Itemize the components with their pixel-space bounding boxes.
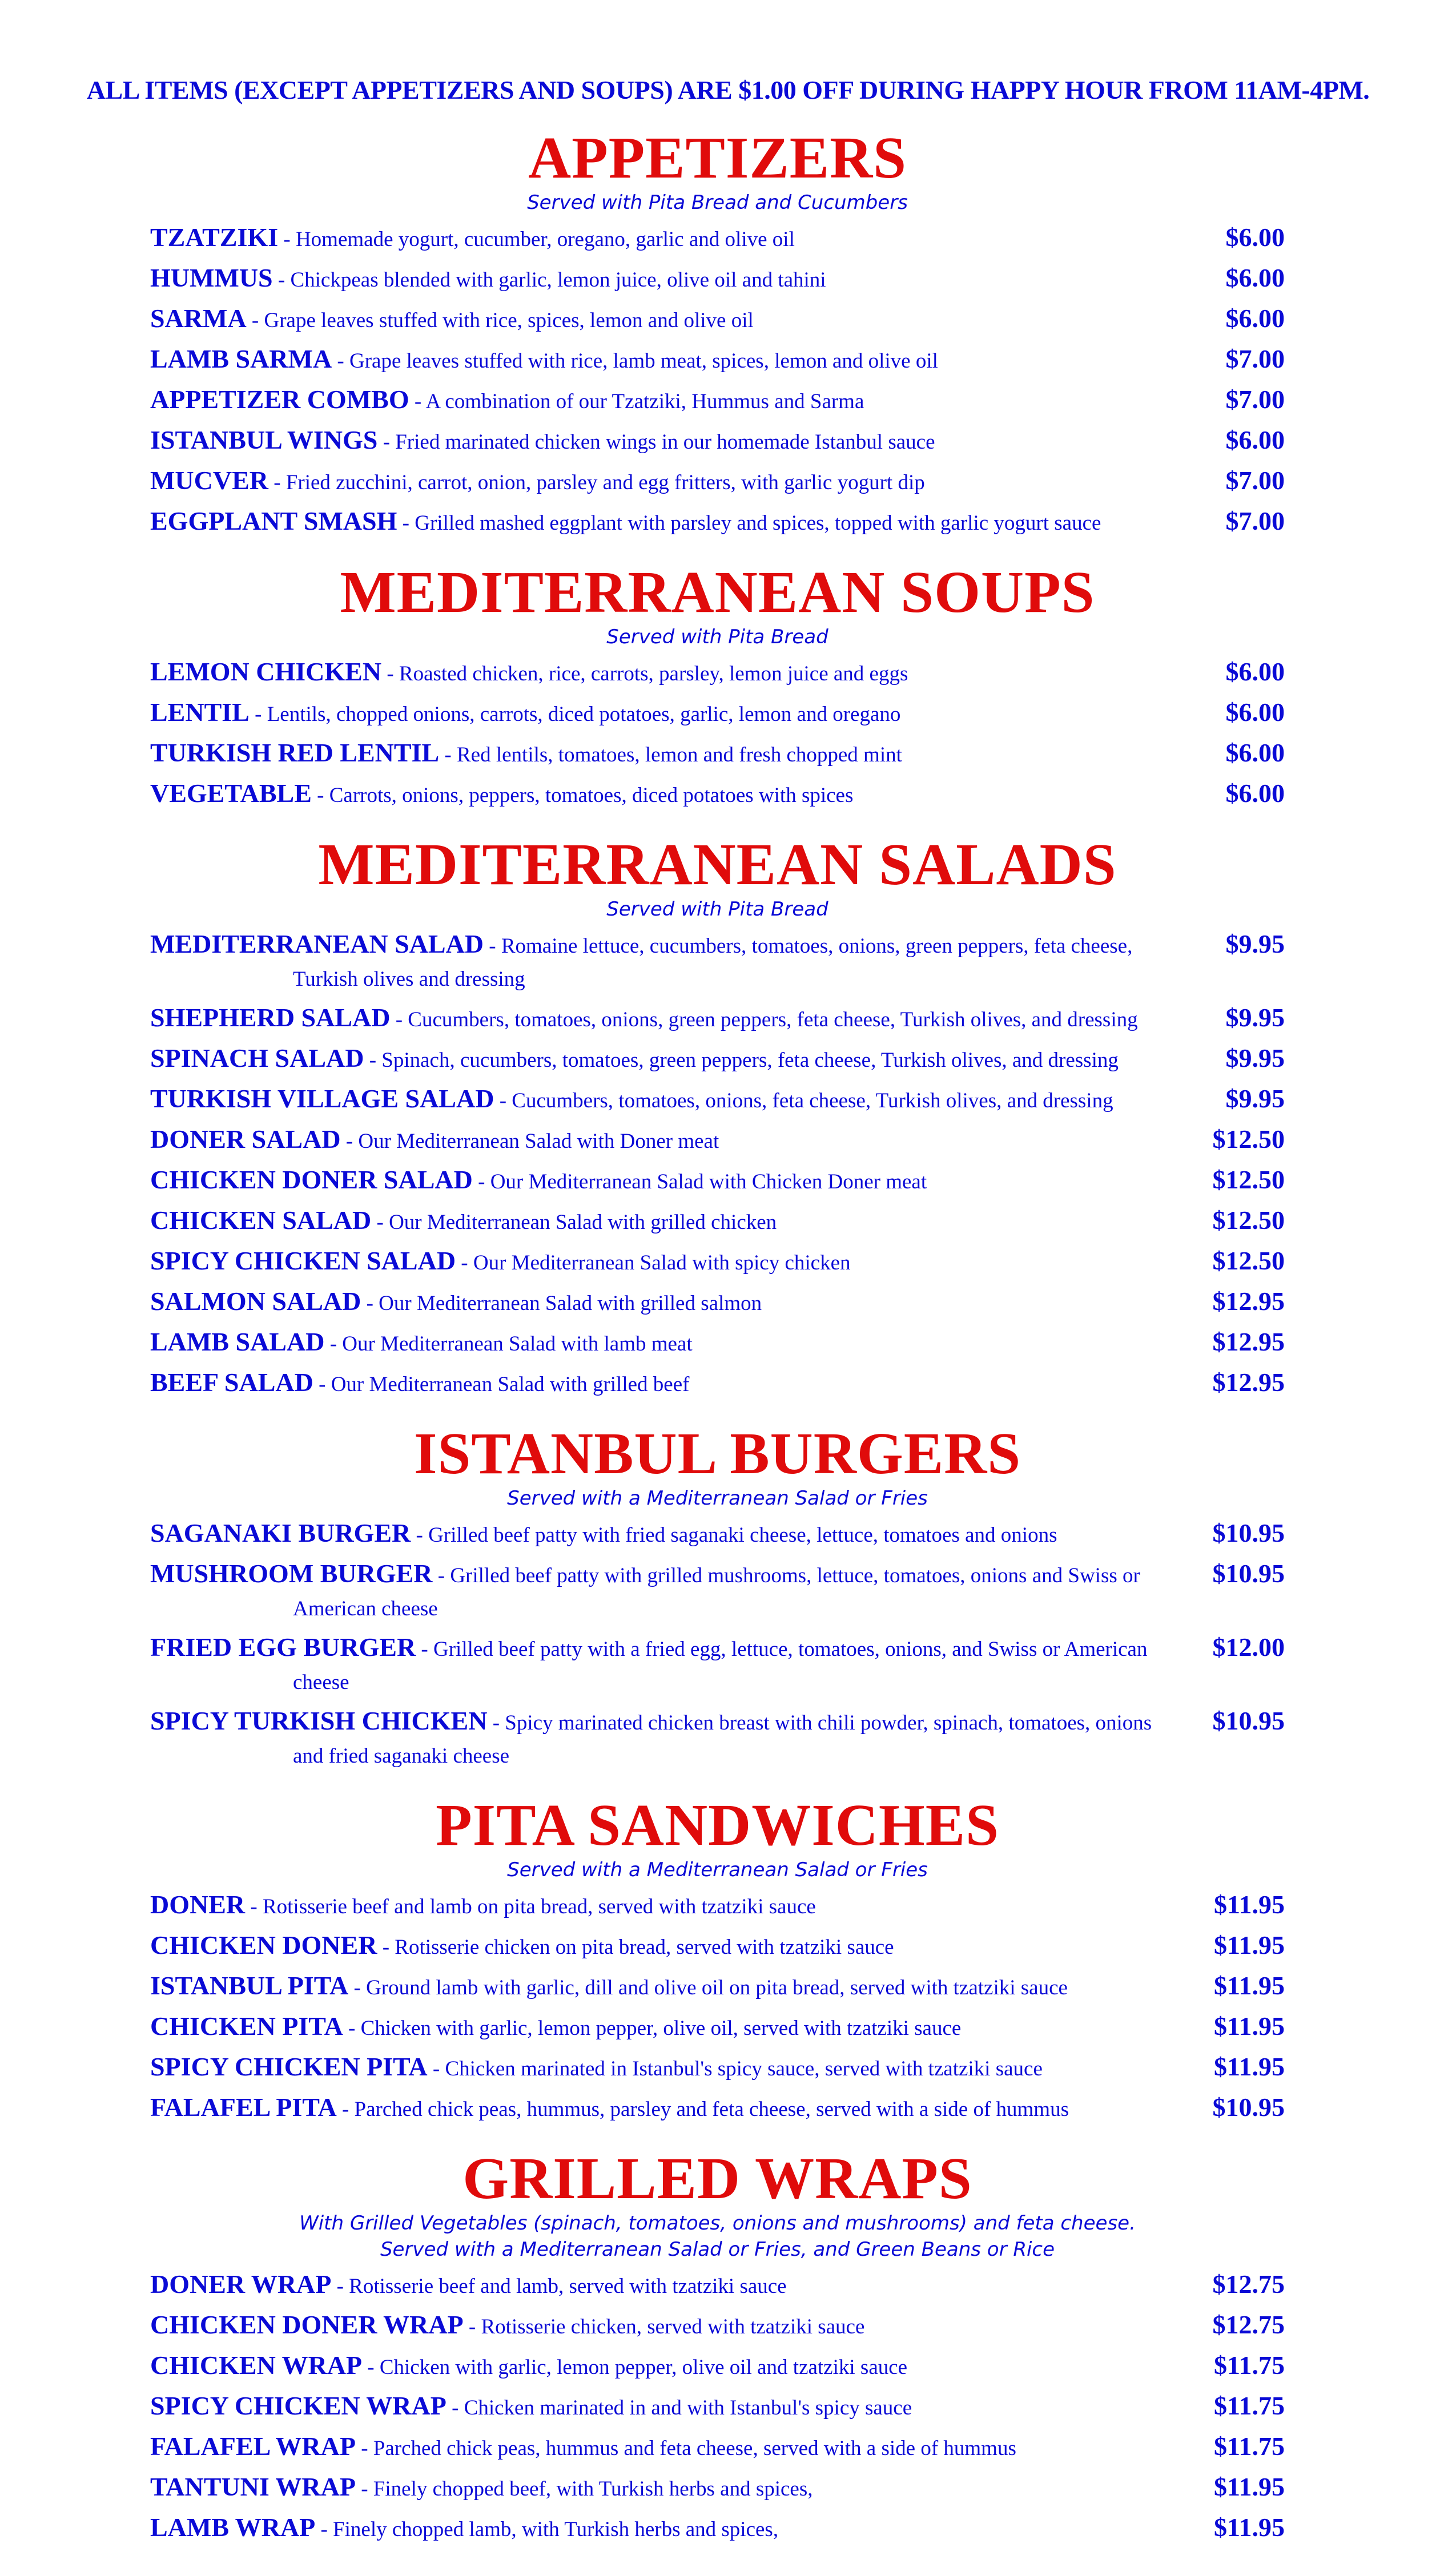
menu-item-text	[150, 1246, 1167, 1281]
menu-item	[150, 1246, 1285, 1281]
item-name: CHICKEN WRAP	[150, 2351, 363, 2380]
menu-item	[150, 1559, 1285, 1627]
item-price: $10.95	[1212, 1518, 1285, 1547]
menu-item-text	[150, 2310, 1167, 2345]
menu-item-text	[150, 1165, 1167, 1200]
item-name: CHICKEN SALAD	[150, 1206, 372, 1235]
section-title: ISTANBUL BURGERS	[413, 1421, 1021, 1486]
menu-item	[150, 1003, 1285, 1038]
menu-item	[150, 263, 1285, 299]
item-price: $10.95	[1212, 1706, 1285, 1735]
item-description: Chicken marinated in Istanbul's spicy sauce, served with tzatziki sauce	[445, 2057, 1043, 2081]
item-description: Chicken with garlic, lemon pepper, olive oil, served with tzatziki sauce	[360, 2017, 962, 2040]
item-description: Spicy marinated chicken breast with chili powder, spinach, tomatoes, onions and fried saganaki cheese	[293, 1711, 1152, 1768]
menu-item-text	[150, 1518, 1167, 1554]
item-name: SHEPHERD SALAD	[150, 1003, 391, 1032]
item-separator: -	[313, 1373, 331, 1396]
menu-item-text	[150, 738, 1167, 773]
item-name: HUMMUS	[150, 263, 273, 292]
item-description: Our Mediterranean Salad with spicy chicken	[473, 1251, 851, 1275]
menu-item-text	[150, 2093, 1167, 2128]
item-price: $12.50	[1212, 1206, 1285, 1235]
item-list	[150, 1518, 1285, 1775]
item-name: LENTIL	[150, 698, 250, 727]
menu-item-text	[150, 304, 1167, 339]
menu-item-text	[150, 1124, 1167, 1160]
item-separator: -	[246, 309, 264, 332]
item-name: CHICKEN DONER SALAD	[150, 1165, 473, 1194]
item-name: APPETIZER COMBO	[150, 385, 409, 414]
item-name: BEEF SALAD	[150, 1368, 313, 1397]
menu-item	[150, 929, 1285, 998]
item-name: FALAFEL PITA	[150, 2093, 337, 2122]
section-title: PITA SANDWICHES	[436, 1792, 999, 1858]
menu-item	[150, 2513, 1285, 2548]
menu-item	[150, 1327, 1285, 1362]
item-list	[150, 929, 1285, 1403]
section-title: MEDITERRANEAN SALADS	[318, 832, 1117, 897]
item-price: $12.95	[1212, 1368, 1285, 1397]
menu-item-text	[150, 1632, 1167, 1701]
menu-item	[150, 1287, 1285, 1322]
item-description: Fried marinated chicken wings in our homemade Istanbul sauce	[395, 430, 935, 454]
item-separator: -	[377, 1936, 395, 1959]
section-subtitle: Served with Pita Bread and Cucumbers	[527, 191, 908, 214]
item-name: LAMB WRAP	[150, 2513, 316, 2542]
menu-item-text	[150, 1327, 1167, 1362]
item-name: SPICY CHICKEN SALAD	[150, 1246, 456, 1275]
item-price: $12.95	[1212, 1327, 1285, 1356]
item-name: MEDITERRANEAN SALAD	[150, 929, 484, 958]
section-subtitle: With Grilled Vegetables (spinach, tomatoes, onions and mushrooms) and feta cheese.	[299, 2212, 1136, 2235]
item-separator: -	[361, 1292, 379, 1315]
menu-section-mediterranean-salads	[150, 833, 1285, 1403]
menu-item-text	[150, 1890, 1167, 1925]
menu-item	[150, 1518, 1285, 1554]
item-description: Roasted chicken, rice, carrots, parsley, lemon juice and eggs	[399, 662, 908, 686]
item-name: SPICY TURKISH CHICKEN	[150, 1706, 488, 1735]
menu-item	[150, 1930, 1285, 1966]
item-name: LAMB SARMA	[150, 344, 332, 373]
item-name: CHICKEN PITA	[150, 2011, 343, 2041]
item-description: Grilled beef patty with fried saganaki cheese, lettuce, tomatoes and onions	[428, 1523, 1057, 1547]
item-name: TZATZIKI	[150, 223, 279, 252]
item-price: $12.50	[1212, 1124, 1285, 1154]
item-separator: -	[355, 2437, 373, 2460]
item-description: Spinach, cucumbers, tomatoes, green peppers, feta cheese, Turkish olives, and dressing	[381, 1049, 1119, 1072]
menu-item-text	[150, 2472, 1167, 2508]
menu-item-text	[150, 1706, 1167, 1775]
item-separator: -	[439, 743, 457, 767]
item-separator: -	[362, 2356, 380, 2379]
item-price: $7.00	[1225, 466, 1285, 495]
item-price: $6.00	[1225, 263, 1285, 292]
menu-item-text	[150, 506, 1167, 542]
item-list	[150, 223, 1285, 542]
item-description: Grape leaves stuffed with rice, lamb meat, spices, lemon and olive oil	[349, 349, 938, 373]
menu-item	[150, 2432, 1285, 2467]
menu-item	[150, 1206, 1285, 1241]
item-name: TURKISH VILLAGE SALAD	[150, 1084, 494, 1113]
item-name: TANTUNI WRAP	[150, 2472, 356, 2501]
menu-item	[150, 738, 1285, 773]
menu-item-text	[150, 1971, 1167, 2006]
menu-item-text	[150, 263, 1167, 299]
item-separator: -	[494, 1089, 512, 1112]
item-separator: -	[381, 662, 399, 686]
menu-item	[150, 2093, 1285, 2128]
item-price: $12.50	[1212, 1246, 1285, 1275]
item-name: FALAFEL WRAP	[150, 2432, 356, 2461]
item-price: $9.95	[1225, 929, 1285, 958]
item-name: SAGANAKI BURGER	[150, 1518, 411, 1547]
item-name: FRIED EGG BURGER	[150, 1632, 416, 1662]
menu	[0, 127, 1456, 2548]
menu-item	[150, 779, 1285, 814]
item-name: SPINACH SALAD	[150, 1043, 364, 1073]
menu-item-text	[150, 2513, 1167, 2548]
item-description: Parched chick peas, hummus and feta cheese, served with a side of hummus	[373, 2437, 1016, 2460]
item-name: SPICY CHICKEN PITA	[150, 2052, 428, 2081]
menu-item	[150, 2052, 1285, 2087]
item-description: Our Mediterranean Salad with grilled beef	[331, 1373, 690, 1396]
item-separator: -	[411, 1523, 429, 1547]
item-separator: -	[340, 1130, 359, 1153]
item-price: $6.00	[1225, 223, 1285, 252]
item-name: ISTANBUL WINGS	[150, 425, 378, 454]
item-list	[150, 657, 1285, 814]
item-separator: -	[397, 511, 415, 535]
item-separator: -	[278, 228, 296, 251]
menu-item	[150, 1124, 1285, 1160]
menu-section-grilled-wraps	[150, 2147, 1285, 2548]
item-description: Lentils, chopped onions, carrots, diced potatoes, garlic, lemon and oregano	[267, 703, 901, 726]
item-price: $12.50	[1212, 1165, 1285, 1194]
menu-item-text	[150, 1287, 1167, 1322]
menu-item-text	[150, 2391, 1167, 2426]
menu-item-text	[150, 2269, 1167, 2305]
item-separator: -	[409, 390, 426, 413]
menu-item	[150, 1084, 1285, 1119]
item-description: Grilled beef patty with a fried egg, lettuce, tomatoes, onions, and Swiss or American cheese	[293, 1638, 1148, 1694]
item-description: Finely chopped beef, with Turkish herbs and spices,	[373, 2477, 813, 2501]
menu-item-text	[150, 466, 1167, 501]
menu-item-text	[150, 2351, 1167, 2386]
item-price: $12.75	[1212, 2269, 1285, 2299]
item-separator: -	[390, 1008, 408, 1031]
item-description: Fried zucchini, carrot, onion, parsley and egg fritters, with garlic yogurt dip	[285, 471, 925, 494]
menu-section-istanbul-burgers	[150, 1422, 1285, 1775]
item-separator: -	[484, 934, 501, 958]
menu-item	[150, 506, 1285, 542]
item-separator: -	[245, 1895, 263, 1918]
item-name: LAMB SALAD	[150, 1327, 325, 1356]
menu-item-text	[150, 1003, 1167, 1038]
item-separator: -	[371, 1211, 389, 1234]
item-price: $11.95	[1214, 1890, 1285, 1919]
menu-item	[150, 698, 1285, 733]
item-separator: -	[315, 2518, 333, 2541]
item-separator: -	[336, 2098, 355, 2121]
item-name: SALMON SALAD	[150, 1287, 361, 1316]
item-separator: -	[427, 2057, 445, 2081]
item-price: $11.75	[1214, 2391, 1285, 2420]
item-separator: -	[311, 784, 329, 807]
menu-item	[150, 2011, 1285, 2047]
item-price: $6.00	[1225, 657, 1285, 686]
happy-hour-banner: ALL ITEMS (EXCEPT APPETIZERS AND SOUPS) ARE $1.00 OFF DURING HAPPY HOUR FROM 11AM-4PM.	[86, 75, 1370, 104]
item-description: Romaine lettuce, cucumbers, tomatoes, onions, green peppers, feta cheese, Turkish olives and dressing	[293, 934, 1133, 991]
item-price: $12.75	[1212, 2310, 1285, 2339]
item-price: $11.95	[1214, 1930, 1285, 1960]
menu-item	[150, 1890, 1285, 1925]
menu-item-text	[150, 929, 1167, 998]
item-price: $7.00	[1225, 344, 1285, 373]
section-subtitle: Served with Pita Bread	[606, 626, 828, 648]
section-subtitle: Served with a Mediterranean Salad or Fries	[507, 1487, 928, 1510]
item-price: $12.95	[1212, 1287, 1285, 1316]
menu-item-text	[150, 1084, 1167, 1119]
item-description: Rotisserie chicken on pita bread, served with tzatziki sauce	[395, 1936, 894, 1959]
item-price: $7.00	[1225, 506, 1285, 535]
menu-item	[150, 385, 1285, 420]
item-name: EGGPLANT SMASH	[150, 506, 397, 535]
item-price: $10.95	[1212, 1559, 1285, 1588]
item-price: $11.95	[1214, 2513, 1285, 2542]
item-name: DONER	[150, 1890, 246, 1919]
item-description: Parched chick peas, hummus, parsley and feta cheese, served with a side of hummus	[354, 2098, 1069, 2121]
item-separator: -	[324, 1332, 343, 1356]
item-separator: -	[272, 268, 291, 292]
item-price: $9.95	[1225, 1084, 1285, 1113]
item-price: $11.75	[1214, 2351, 1285, 2380]
menu-item-text	[150, 1930, 1167, 1966]
item-name: MUSHROOM BURGER	[150, 1559, 433, 1588]
item-price: $9.95	[1225, 1003, 1285, 1032]
item-price: $6.00	[1225, 698, 1285, 727]
item-name: DONER SALAD	[150, 1124, 341, 1154]
menu-item	[150, 2310, 1285, 2345]
menu-item-text	[150, 1559, 1167, 1627]
item-name: LEMON CHICKEN	[150, 657, 382, 686]
menu-item-text	[150, 698, 1167, 733]
section-subtitle: Served with a Mediterranean Salad or Fries, and Green Beans or Rice	[380, 2238, 1055, 2261]
menu-item	[150, 2472, 1285, 2508]
section-title: MEDITERRANEAN SOUPS	[340, 559, 1095, 625]
item-list	[150, 1890, 1285, 2128]
item-price: $11.95	[1214, 2472, 1285, 2501]
menu-item-text	[150, 1206, 1167, 1241]
item-description: Our Mediterranean Salad with Chicken Doner meat	[490, 1170, 927, 1194]
menu-item	[150, 223, 1285, 258]
item-separator: -	[472, 1170, 490, 1194]
menu-item	[150, 1632, 1285, 1701]
section-subtitle: Served with a Mediterranean Salad or Fries	[507, 1859, 928, 1881]
item-name: TURKISH RED LENTIL	[150, 738, 440, 767]
item-description: Rotisserie chicken, served with tzatziki sauce	[481, 2315, 865, 2339]
menu-item-text	[150, 223, 1167, 258]
item-price: $7.00	[1225, 385, 1285, 414]
item-description: Our Mediterranean Salad with Doner meat	[358, 1130, 719, 1153]
menu-item-text	[150, 657, 1167, 692]
section-title: APPETIZERS	[528, 125, 907, 191]
item-description: Cucumbers, tomatoes, onions, green peppers, feta cheese, Turkish olives, and dressing	[408, 1008, 1138, 1031]
menu-item	[150, 1368, 1285, 1403]
item-description: Grilled mashed eggplant with parsley and spices, topped with garlic yogurt sauce	[415, 511, 1101, 535]
item-description: Our Mediterranean Salad with grilled salmon	[379, 1292, 762, 1315]
item-separator: -	[332, 349, 349, 373]
item-price: $12.00	[1212, 1632, 1285, 1662]
item-price: $6.00	[1225, 304, 1285, 333]
item-description: Our Mediterranean Salad with grilled chicken	[389, 1211, 777, 1234]
item-description: Rotisserie beef and lamb on pita bread, served with tzatziki sauce	[262, 1895, 816, 1918]
menu-item	[150, 425, 1285, 461]
menu-item	[150, 1971, 1285, 2006]
menu-section-mediterranean-soups	[150, 561, 1285, 814]
menu-item	[150, 1706, 1285, 1775]
item-separator: -	[331, 2275, 349, 2298]
section-title: GRILLED WRAPS	[462, 2146, 972, 2211]
item-description: Finely chopped lamb, with Turkish herbs and spices,	[333, 2518, 779, 2541]
item-name: VEGETABLE	[150, 779, 312, 808]
item-description: Grilled beef patty with grilled mushrooms, lettuce, tomatoes, onions and Swiss or American cheese	[293, 1564, 1140, 1620]
item-name: SPICY CHICKEN WRAP	[150, 2391, 447, 2420]
item-name: SARMA	[150, 304, 247, 333]
item-description: A combination of our Tzatziki, Hummus and Sarma	[425, 390, 864, 413]
menu-item	[150, 1043, 1285, 1079]
item-separator: -	[416, 1638, 433, 1661]
item-name: DONER WRAP	[150, 2269, 332, 2299]
item-description: Ground lamb with garlic, dill and olive oil on pita bread, served with tzatziki sauce	[366, 1976, 1068, 1999]
item-separator: -	[348, 1976, 367, 1999]
menu-item	[150, 466, 1285, 501]
item-separator: -	[463, 2315, 481, 2339]
menu-section-appetizers	[150, 127, 1285, 542]
menu-item	[150, 2351, 1285, 2386]
item-description: Homemade yogurt, cucumber, oregano, garlic and olive oil	[295, 228, 795, 251]
menu-item-text	[150, 2432, 1167, 2467]
item-price: $9.95	[1225, 1043, 1285, 1073]
item-separator: -	[343, 2017, 361, 2040]
item-name: CHICKEN DONER WRAP	[150, 2310, 464, 2339]
menu-item-text	[150, 344, 1167, 380]
menu-item	[150, 657, 1285, 692]
item-description: Rotisserie beef and lamb, served with tzatziki sauce	[349, 2275, 787, 2298]
item-price: $10.95	[1212, 2093, 1285, 2122]
item-list	[150, 2269, 1285, 2548]
item-price: $11.95	[1214, 2011, 1285, 2041]
menu-item	[150, 1165, 1285, 1200]
item-price: $6.00	[1225, 738, 1285, 767]
item-separator: -	[364, 1049, 382, 1072]
item-separator: -	[268, 471, 286, 494]
item-name: MUCVER	[150, 466, 268, 495]
menu-item-text	[150, 385, 1167, 420]
section-subtitle: Served with Pita Bread	[606, 898, 828, 921]
item-description: Red lentils, tomatoes, lemon and fresh chopped mint	[456, 743, 902, 767]
item-description: Chicken marinated in and with Istanbul's spicy sauce	[464, 2396, 912, 2420]
item-separator: -	[446, 2396, 464, 2420]
item-price: $11.95	[1214, 1971, 1285, 2000]
item-description: Carrots, onions, peppers, tomatoes, diced potatoes with spices	[329, 784, 854, 807]
menu-item-text	[150, 779, 1167, 814]
menu-section-pita-sandwiches	[150, 1794, 1285, 2128]
item-separator: -	[355, 2477, 373, 2501]
item-description: Cucumbers, tomatoes, onions, feta cheese, Turkish olives, and dressing	[512, 1089, 1113, 1112]
menu-item-text	[150, 1368, 1167, 1403]
item-price: $6.00	[1225, 779, 1285, 808]
item-name: ISTANBUL PITA	[150, 1971, 349, 2000]
item-separator: -	[456, 1251, 473, 1275]
menu-item	[150, 2269, 1285, 2305]
menu-item	[150, 344, 1285, 380]
menu-item-text	[150, 425, 1167, 461]
item-separator: -	[377, 430, 396, 454]
item-name: CHICKEN DONER	[150, 1930, 377, 1960]
item-separator: -	[487, 1711, 505, 1735]
menu-item	[150, 2391, 1285, 2426]
menu-item-text	[150, 2052, 1167, 2087]
item-description: Our Mediterranean Salad with lamb meat	[342, 1332, 693, 1356]
item-description: Chicken with garlic, lemon pepper, olive oil and tzatziki sauce	[379, 2356, 908, 2379]
item-price: $6.00	[1225, 425, 1285, 454]
menu-item-text	[150, 2011, 1167, 2047]
item-separator: -	[249, 703, 267, 726]
item-price: $11.75	[1214, 2432, 1285, 2461]
item-description: Chickpeas blended with garlic, lemon juice, olive oil and tahini	[290, 268, 826, 292]
menu-item-text	[150, 1043, 1167, 1079]
item-separator: -	[432, 1564, 451, 1587]
item-price: $11.95	[1214, 2052, 1285, 2081]
item-description: Grape leaves stuffed with rice, spices, lemon and olive oil	[264, 309, 754, 332]
menu-item	[150, 304, 1285, 339]
